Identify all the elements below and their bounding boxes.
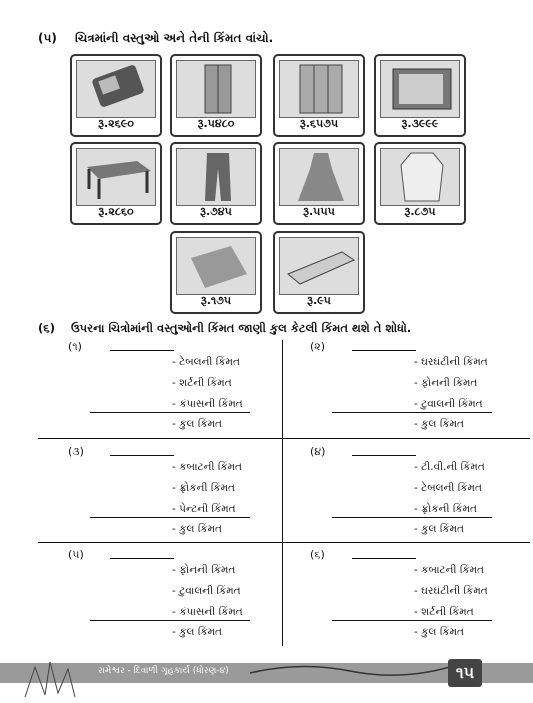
cell-item: - શર્ટની કિંમત: [172, 377, 232, 389]
cell-total: - કુલ કિંમત: [172, 523, 222, 535]
sum-line: [90, 412, 250, 413]
cell-item: - કંપાસની કિંમત: [172, 606, 243, 618]
item-card-mobile: [70, 54, 162, 137]
item-price: રૂ.૫૪૮૦: [197, 117, 235, 130]
jeans-icon: [176, 148, 256, 206]
item-card-wardrobe: [273, 54, 365, 137]
sum-line: [90, 620, 250, 621]
item-price: રૂ.૨૬૯૦: [98, 117, 134, 130]
cell-item: - કબાટની કિંમત: [414, 564, 484, 576]
table-icon: [76, 148, 156, 206]
cell-item: - શર્ટની કિંમત: [414, 606, 474, 618]
question-5-number: (૫): [38, 31, 57, 45]
cupboard-icon: [176, 60, 256, 118]
cell-number: (૫): [68, 548, 84, 561]
television-icon: [380, 60, 460, 118]
cell-total: - કુલ કિંમત: [414, 418, 464, 430]
sum-cell-1: [68, 340, 312, 430]
cell-item: - ઘરઘંટીની કિંમત: [414, 356, 488, 368]
answer-blank[interactable]: [352, 350, 416, 351]
cell-item: - ફોનની કિંમત: [414, 377, 478, 389]
cell-number: (૪): [310, 445, 326, 458]
cell-item: - ટુવાલની કિંમત: [172, 585, 241, 597]
item-price: રૂ.૩૯૯૯: [401, 117, 439, 130]
question-6-number: (૬): [38, 321, 55, 335]
question-5: [38, 31, 273, 46]
frock-icon: [279, 148, 359, 206]
cell-number: (૨): [310, 340, 326, 353]
sum-line: [90, 517, 250, 518]
sum-cell-4: [310, 445, 533, 535]
wave-line-icon: [250, 657, 450, 687]
page-number: ૧૫: [448, 659, 482, 687]
item-price: રૂ.૧૭૫: [200, 294, 232, 307]
cell-item: - ફ્રોકની કિંમત: [414, 503, 477, 515]
item-price: રૂ.૭૪૫: [200, 205, 232, 218]
item-price: રૂ.૨૮૬૦: [98, 205, 134, 218]
item-card-frock: [273, 142, 365, 225]
cell-item: - ઘરઘંટીની કિંમત: [414, 585, 488, 597]
answer-blank[interactable]: [110, 350, 174, 351]
cell-item: - ટેબલની કિંમત: [414, 482, 482, 494]
answer-blank[interactable]: [352, 558, 416, 559]
cell-item: - ટુવાલની કિંમત: [414, 398, 483, 410]
cell-item: - કંપાસની કિંમત: [172, 398, 243, 410]
item-card-cupboard: [170, 54, 262, 137]
sum-line: [332, 517, 492, 518]
cell-total: - કુલ કિંમત: [414, 626, 464, 638]
cell-number: (૬): [310, 548, 325, 561]
decorative-sketch-icon: [20, 657, 80, 701]
item-card-pencil-box: [273, 231, 365, 314]
sum-line: [332, 412, 492, 413]
cell-item: - ફ્રોકની કિંમત: [172, 482, 235, 494]
wardrobe-icon: [279, 60, 359, 118]
cell-number: (૧): [68, 340, 82, 353]
row-divider: [38, 438, 530, 439]
cell-item: - પેન્ટની કિંમત: [172, 503, 236, 515]
cell-total: - કુલ કિંમત: [172, 418, 222, 430]
sum-cell-3: [68, 445, 312, 535]
item-card-television: [374, 54, 466, 137]
row-divider: [38, 542, 530, 543]
sum-cell-5: [68, 548, 312, 638]
sum-line: [332, 620, 492, 621]
item-card-towel: [170, 231, 262, 314]
page-footer: [0, 657, 533, 703]
pencil-box-icon: [279, 237, 359, 295]
cell-total: - કુલ કિંમત: [414, 523, 464, 535]
cell-item: - કબાટની કિંમત: [172, 461, 242, 473]
sum-cell-2: [310, 340, 533, 430]
mobile-phone-icon: [76, 60, 156, 118]
item-price: રૂ.૮૭૫: [404, 205, 436, 218]
item-price: રૂ.૬૫૭૫: [299, 117, 339, 130]
answer-blank[interactable]: [110, 558, 174, 559]
answer-blank[interactable]: [352, 455, 416, 456]
item-card-jeans: [170, 142, 262, 225]
cell-item: - ફોનની કિંમત: [172, 564, 236, 576]
item-card-shirt: [374, 142, 466, 225]
cell-total: - કુલ કિંમત: [172, 626, 222, 638]
towel-icon: [176, 237, 256, 295]
shirt-icon: [380, 148, 460, 206]
question-5-text: ચિત્રમાંની વસ્તુઓ અને તેની કિંમત વાંચો.: [75, 31, 274, 45]
question-6: [38, 321, 411, 336]
cell-item: - ટેબલની કિંમત: [172, 356, 240, 368]
footer-text: રામેશ્વર - દિવાળી ગૃહકાર્ય (ધોરણ-૪): [98, 666, 229, 676]
item-card-table: [70, 142, 162, 225]
item-price: રૂ.૫૫૫: [303, 205, 335, 218]
cell-item: - ટી.વી.ની કિંમત: [414, 461, 485, 473]
cell-number: (૩): [68, 445, 84, 458]
question-6-text: ઉપરના ચિત્રોમાંની વસ્તુઓની કિંમત જાણી કુલ કેટલી કિંમત થશે તે શોધો.: [70, 321, 412, 335]
answer-blank[interactable]: [110, 455, 174, 456]
item-price: રૂ.૯૫: [307, 294, 331, 307]
sum-cell-6: [310, 548, 533, 638]
